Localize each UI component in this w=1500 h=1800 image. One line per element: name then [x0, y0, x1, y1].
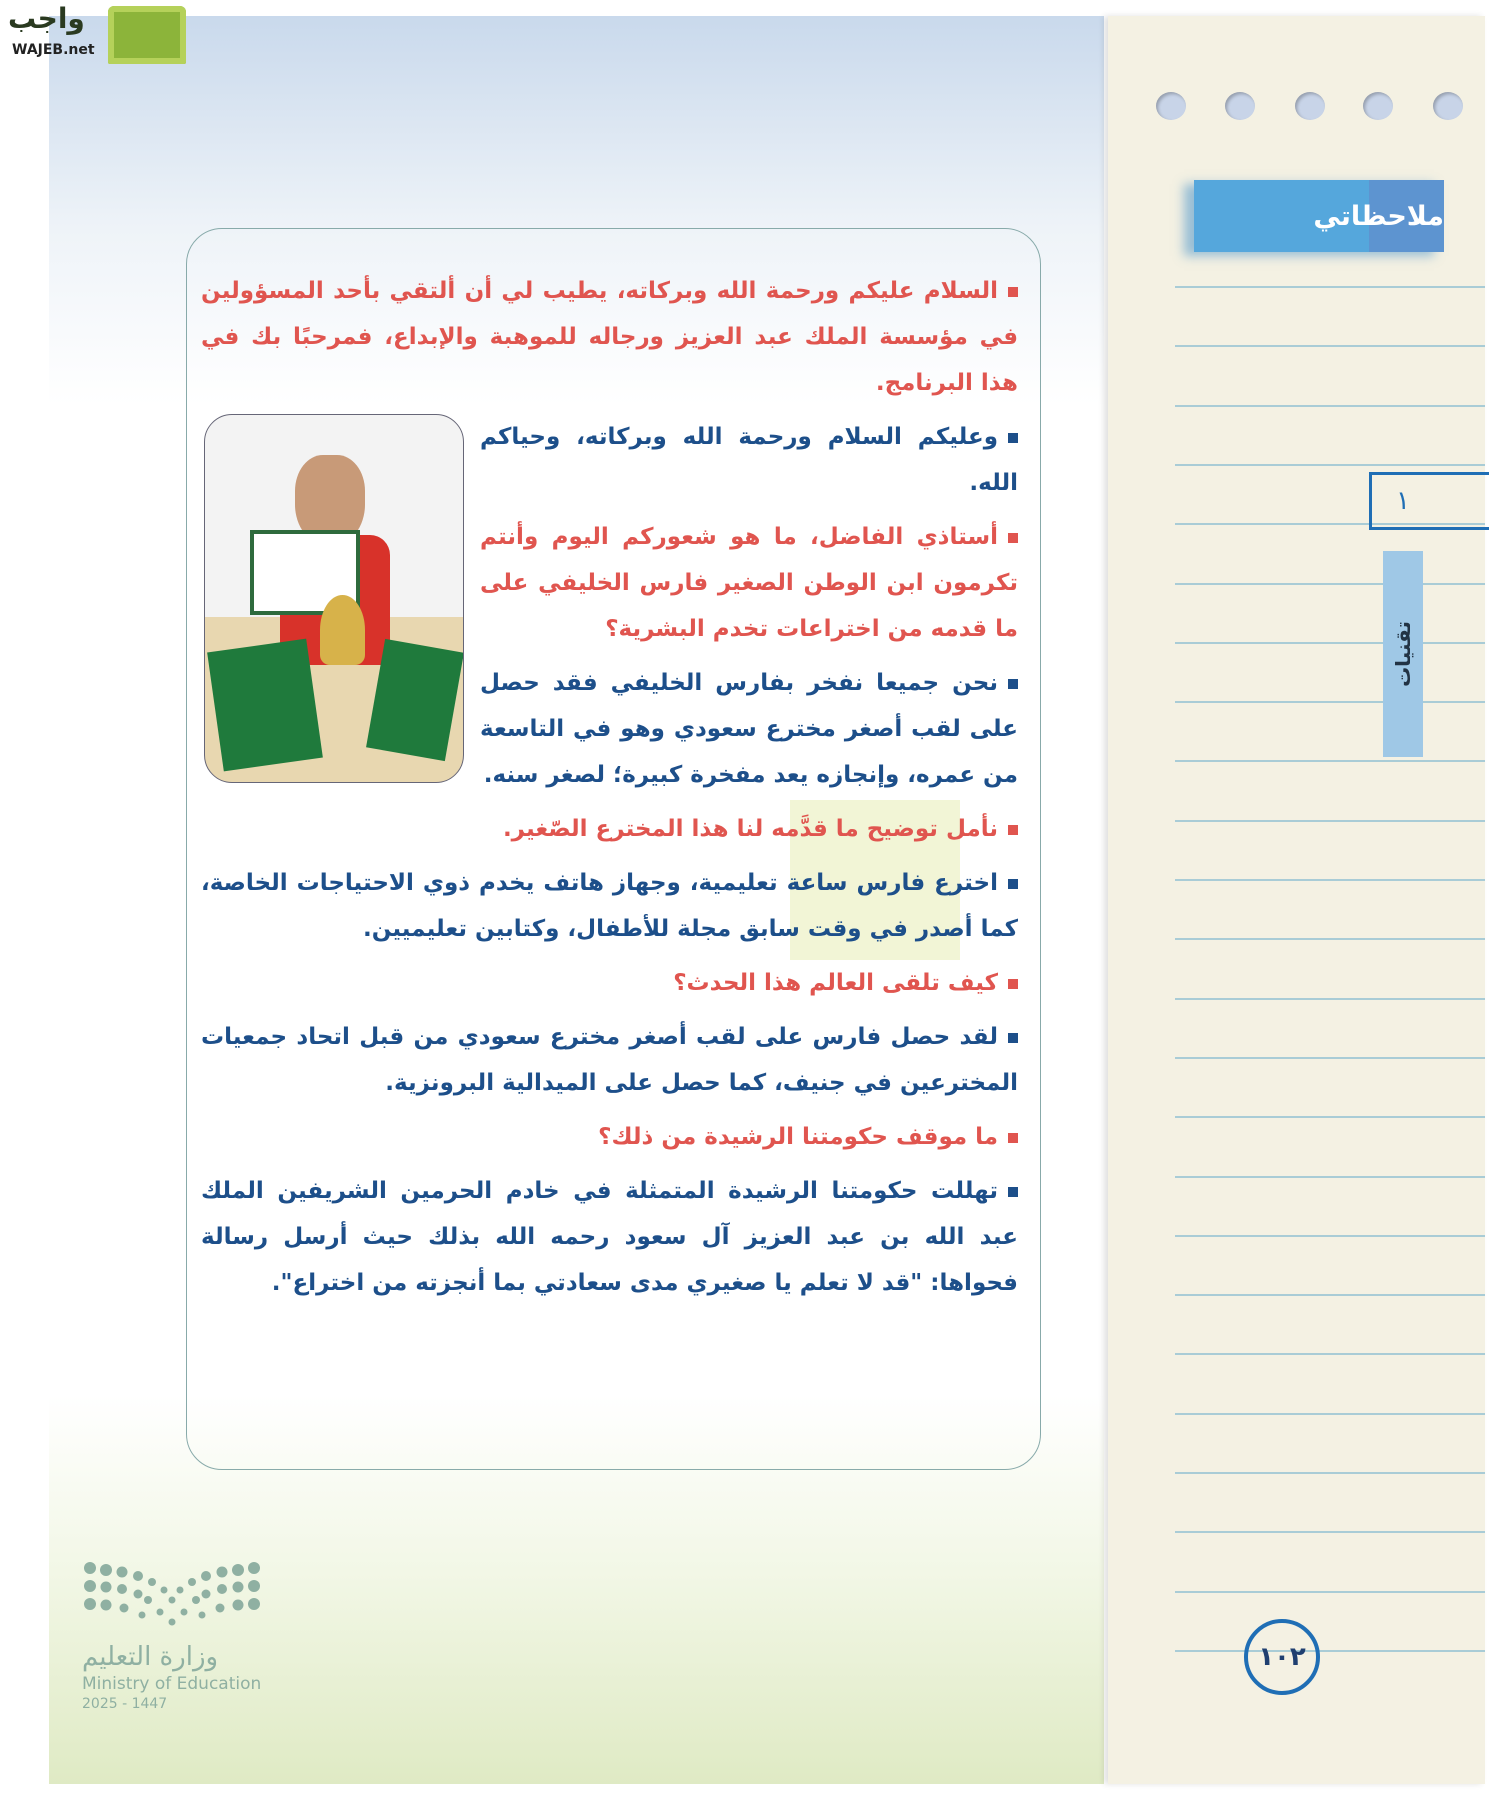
ruled-line: [1175, 1413, 1485, 1415]
ruled-line: [1175, 1591, 1485, 1593]
paragraph-text: كيف تلقى العالم هذا الحدث؟: [673, 970, 998, 996]
bullet-icon: [1008, 679, 1018, 689]
ruled-line: [1175, 1472, 1485, 1474]
dialogue-content: [201, 268, 1018, 1314]
paragraph-text: السلام عليكم ورحمة الله وبركاته، يطيب لي أن ألتقي بأحد المسؤولين في مؤسسة الملك عبد العزيز ورجاله للموهبة والإبداع، فمرحبًا بك في هذا البرنامج.: [201, 278, 1018, 396]
page-number: [1244, 1619, 1320, 1695]
notes-tab-label: ملاحظاتي: [1313, 200, 1444, 232]
unit-number-box: [1369, 472, 1489, 530]
bullet-icon: [1008, 879, 1018, 889]
bullet-icon: [1008, 979, 1018, 989]
binder-hole: [1433, 92, 1463, 120]
binder-hole: [1225, 92, 1255, 120]
ruled-line: [1175, 583, 1485, 585]
paragraph-7: [201, 960, 1018, 1006]
ruled-line: [1175, 998, 1485, 1000]
ruled-line: [1175, 1650, 1485, 1652]
ruled-line: [1175, 1294, 1485, 1296]
bullet-icon: [1008, 533, 1018, 543]
ruled-line: [1175, 1353, 1485, 1355]
paragraph-9: [201, 1114, 1018, 1160]
ministry-year: 2025 - 1447: [82, 1696, 168, 1712]
ruled-line: [1175, 1116, 1485, 1118]
ruled-line: [1175, 345, 1485, 347]
paragraph-5: [201, 806, 1018, 852]
bullet-icon: [1008, 1187, 1018, 1197]
wajeb-logo: [0, 0, 190, 66]
section-ribbon: [1383, 551, 1423, 757]
page-number-text: ١٠٢: [1258, 1642, 1306, 1672]
bullet-icon: [1008, 287, 1018, 297]
notes-panel: [1108, 16, 1485, 1784]
ruled-line: [1175, 464, 1485, 466]
bullet-icon: [1008, 1033, 1018, 1043]
ruled-line: [1175, 760, 1485, 762]
binder-hole: [1363, 92, 1393, 120]
ruled-line: [1175, 642, 1485, 644]
ruled-line: [1175, 405, 1485, 407]
notes-tab: [1194, 180, 1444, 252]
paragraph-6: [201, 860, 1018, 952]
ruled-line: [1175, 286, 1485, 288]
ruled-line: [1175, 879, 1485, 881]
bullet-icon: [1008, 825, 1018, 835]
ruled-line: [1175, 938, 1485, 940]
paragraph-10: [201, 1168, 1018, 1306]
ministry-english: Ministry of Education: [82, 1674, 262, 1694]
paragraph-text: اخترع فارس ساعة تعليمية، وجهاز هاتف يخدم ذوي الاحتياجات الخاصة، كما أصدر في وقت سابق مجلة للأطفال، وكتابين تعليميين.: [201, 870, 1018, 942]
ruled-line: [1175, 1531, 1485, 1533]
ministry-logo: [82, 1560, 262, 1712]
binder-hole: [1156, 92, 1186, 120]
ruled-line: [1175, 1057, 1485, 1059]
book-icon: [108, 6, 186, 64]
unit-number: ١: [1396, 486, 1410, 516]
logo-arabic: واجب: [8, 2, 85, 35]
ribbon-label: تقنيات: [1391, 621, 1415, 687]
ministry-arabic: وزارة التعليم: [82, 1642, 219, 1672]
paragraph-text: نحن جميعا نفخر بفارس الخليفي فقد حصل على لقب أصغر مخترع سعودي وهو في التاسعة من عمره، وإنجازه يعد مفخرة كبيرة؛ لصغر سنه.: [480, 670, 1018, 788]
bullet-icon: [1008, 1133, 1018, 1143]
paragraph-text: لقد حصل فارس على لقب أصغر مخترع سعودي من قبل اتحاد جمعيات المخترعين في جنيف، كما حصل على الميدالية البرونزية.: [201, 1024, 1018, 1096]
ruled-line: [1175, 1235, 1485, 1237]
paragraph-8: [201, 1014, 1018, 1106]
ruled-line: [1175, 701, 1485, 703]
paragraph-text: ما موقف حكومتنا الرشيدة من ذلك؟: [598, 1124, 998, 1150]
paragraph-text: تهللت حكومتنا الرشيدة المتمثلة في خادم الحرمين الشريفين الملك عبد الله بن عبد العزيز آل سعود رحمه الله بذلك حيث أرسل رسالة فحواها: "قد لا تعلم يا صغيري مدى سعادتي بما أنجزته من اختراع".: [201, 1178, 1018, 1296]
ruled-line: [1175, 820, 1485, 822]
paragraph-text: وعليكم السلام ورحمة الله وبركاته، وحياكم الله.: [480, 424, 1018, 496]
photo-inventor-with-awards: [204, 414, 464, 783]
ministry-dots-icon: [82, 1560, 262, 1630]
bullet-icon: [1008, 433, 1018, 443]
paragraph-text: أستاذي الفاضل، ما هو شعوركم اليوم وأنتم تكرمون ابن الوطن الصغير فارس الخليفي على ما قدمه من اختراعات تخدم البشرية؟: [480, 524, 1018, 642]
paragraph-text: نأمل توضيح ما قدَّمه لنا هذا المخترع الصّغير.: [502, 816, 998, 842]
logo-latin: WAJEB.net: [12, 42, 95, 58]
binder-hole: [1295, 92, 1325, 120]
paragraph-1: [201, 268, 1018, 406]
ruled-line: [1175, 1176, 1485, 1178]
